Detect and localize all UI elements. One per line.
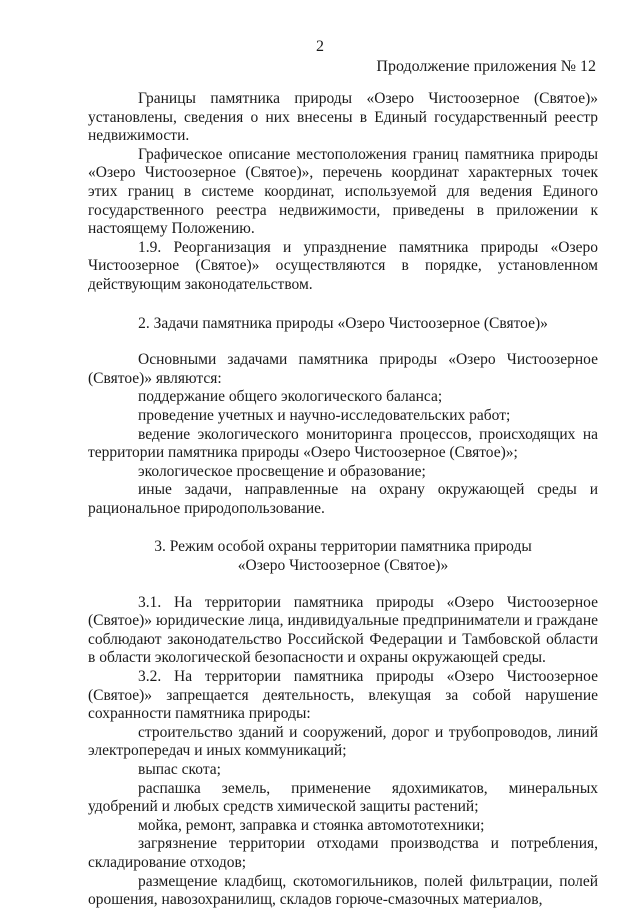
- paragraph: Границы памятника природы «Озеро Чистоозерное (Святое)» установлены, сведения о них внесены в Единый государственный реестр недвижимости.: [88, 90, 598, 145]
- paragraph: 3.2. На территории памятника природы «Озеро Чистоозерное (Святое)» запрещается деятельность, влекущая за собой нарушение сохранности памятника природы:: [88, 668, 598, 723]
- list-item: строительство зданий и сооружений, дорог и трубопроводов, линий электропередач и иных коммуникаций;: [88, 723, 598, 760]
- list-item: экологическое просвещение и образование;: [138, 462, 426, 480]
- list-item: ведение экологического мониторинга процессов, происходящих на территории памятника природы «Озеро Чистоозерное (Святое)»;: [88, 425, 598, 462]
- list-item: загрязнение территории отходами производства и потребления, складирование отходов;: [88, 835, 598, 871]
- section-heading: 3. Режим особой охраны территории памятника природы: [154, 538, 532, 556]
- paragraph: Основными задачами памятника природы «Озеро Чистоозерное (Святое)» являются:: [88, 351, 598, 387]
- list-item: распашка земель, применение ядохимикатов, минеральных удобрений и любых средств химической защиты растений;: [88, 779, 598, 816]
- list-item: поддержание общего экологического баланса;: [138, 388, 443, 406]
- appendix-continuation-header: Продолжение приложения № 12: [376, 58, 596, 75]
- paragraph: 1.9. Реорганизация и упразднение памятника природы «Озеро Чистоозерное (Святое)» осуществляются в порядке, установленном действующим законодательством.: [88, 238, 598, 293]
- list-item: размещение кладбищ, скотомогильников, полей фильтрации, полей орошения, навозохранилищ, складов горюче-смазочных материалов,: [88, 872, 598, 909]
- list-item: иные задачи, направленные на охрану окружающей среды и рациональное природопользование.: [88, 481, 598, 517]
- document-body: [88, 90, 598, 910]
- list-item: выпас скота;: [138, 761, 221, 778]
- page-number: 2: [316, 38, 324, 55]
- section-heading-continued: «Озеро Чистоозерное (Святое)»: [237, 557, 449, 575]
- paragraph: Графическое описание местоположения границ памятника природы «Озеро Чистоозерное (Святое)», перечень координат характерных точек этих границ в системе координат, используемой для ведения Единого государственного реестра недвижимости, приведены в приложении к настоящему Положению.: [88, 145, 598, 238]
- section-heading: 2. Задачи памятника природы «Озеро Чистоозерное (Святое)»: [138, 314, 548, 332]
- list-item: проведение учетных и научно-исследовательских работ;: [138, 406, 511, 424]
- paragraph: 3.1. На территории памятника природы «Озеро Чистоозерное (Святое)» юридические лица, индивидуальные предприниматели и граждане соблюдают законодательство Российской Федерации и Тамбовской области в области экологической безопасности и охраны окружающей среды.: [88, 593, 598, 667]
- list-item: мойка, ремонт, заправка и стоянка автомототехники;: [138, 816, 485, 834]
